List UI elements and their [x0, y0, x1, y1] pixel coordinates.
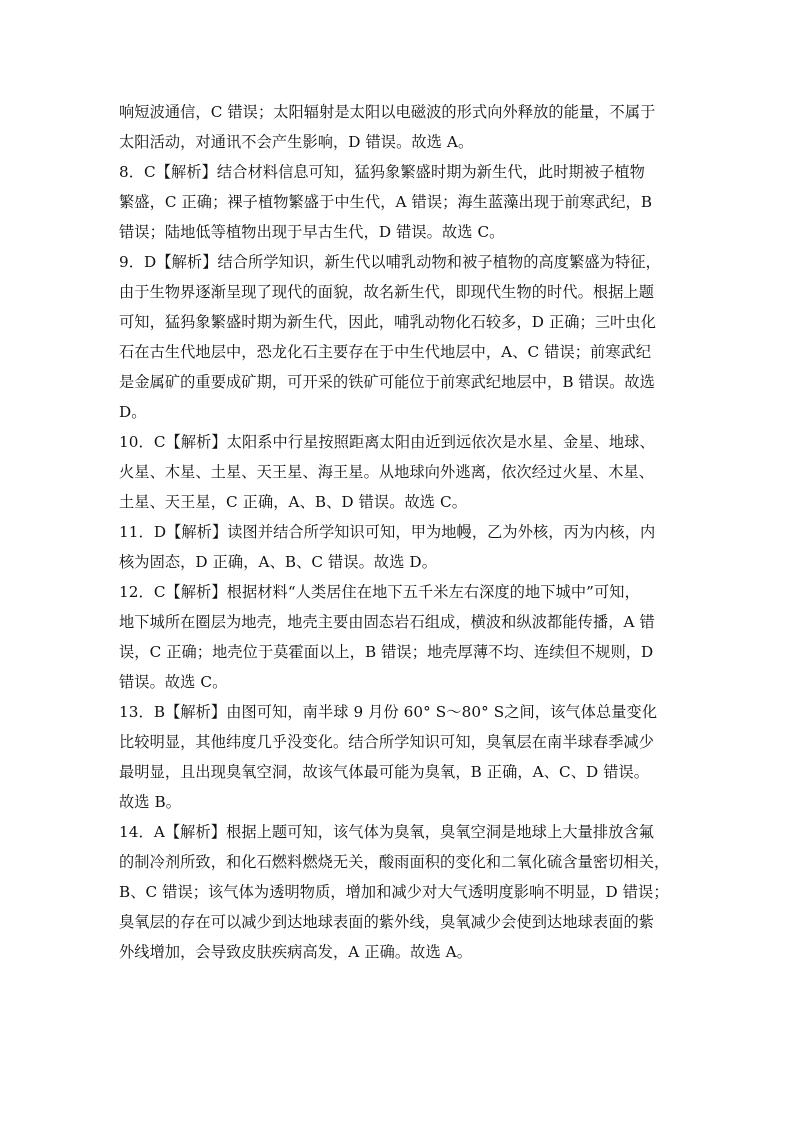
text-line: 臭氧层的存在可以减少到达地球表面的紫外线，臭氧减少会使到达地球表面的紫 — [119, 913, 655, 931]
text-line: 由于生物界逐渐呈现了现代的面貌，故名新生代，即现代生物的时代。根据上题 — [119, 283, 655, 301]
text-line: 可知，猛犸象繁盛时期为新生代，因此，哺乳动物化石较多，D 正确；三叶虫化 — [119, 313, 656, 331]
text-line: 错误。故选 C。 — [119, 673, 228, 691]
text-line: 太阳活动，对通讯不会产生影响，D 错误。故选 A。 — [119, 133, 474, 151]
text-line: B、C 错误；该气体为透明物质，增加和减少对大气透明度影响不明显，D 错误； — [119, 883, 669, 901]
text-line: 比较明显，其他纬度几乎没变化。结合所学知识可知，臭氧层在南半球春季减少 — [119, 733, 655, 751]
text-line: 地下城所在圈层为地壳，地壳主要由固态岩石组成，横波和纵波都能传播，A 错 — [119, 613, 655, 631]
text-line: 响短波通信，C 错误；太阳辐射是太阳以电磁波的形式向外释放的能量，不属于 — [119, 103, 656, 121]
text-line: 错误；陆地低等植物出现于早古生代，D 错误。故选 C。 — [119, 223, 505, 241]
text-line: 火星、木星、土星、天王星、海王星。从地球向外逃离，依次经过火星、木星、 — [119, 463, 655, 481]
text-line: 土星、天王星，C 正确，A、B、D 错误。故选 C。 — [119, 493, 468, 511]
text-line: 最明显，且出现臭氧空洞，故该气体最可能为臭氧，B 正确，A、C、D 错误。 — [119, 763, 650, 781]
text-line: 繁盛，C 正确；裸子植物繁盛于中生代，A 错误；海生蓝藻出现于前寒武纪，B — [119, 193, 653, 211]
text-line: 13．B【解析】由图可知，南半球 9 月份 60° S～80° S之间，该气体总量变化 — [119, 703, 658, 721]
text-line: 8．C【解析】结合材料信息可知，猛犸象繁盛时期为新生代，此时期被子植物 — [119, 163, 645, 181]
text-line: 的制冷剂所致，和化石燃料燃烧无关，酸雨面积的变化和二氧化硫含量密切相关， — [119, 853, 670, 871]
text-line: 故选 B。 — [119, 793, 182, 811]
text-line: 14．A【解析】根据上题可知，该气体为臭氧，臭氧空洞是地球上大量排放含氟 — [119, 823, 655, 841]
text-line: 核为固态，D 正确，A、B、C 错误。故选 D。 — [119, 553, 437, 571]
text-line: 误，C 正确；地壳位于莫霍面以上，B 错误；地壳厚薄不均、连续但不规则，D — [119, 643, 654, 661]
text-line: 11．D【解析】读图并结合所学知识可知，甲为地幔，乙为外核，丙为内核，内 — [119, 523, 656, 541]
text-line: 石在古生代地层中，恐龙化石主要存在于中生代地层中，A、C 错误；前寒武纪 — [119, 343, 652, 361]
text-line: D。 — [119, 403, 147, 421]
text-line: 9．D【解析】结合所学知识，新生代以哺乳动物和被子植物的高度繁盛为特征， — [119, 253, 661, 271]
text-line: 10．C【解析】太阳系中行星按照距离太阳由近到远依次是水星、金星、地球、 — [119, 433, 655, 451]
answer-explanations — [119, 97, 679, 967]
text-line: 外线增加，会导致皮肤疾病高发，A 正确。故选 A。 — [119, 943, 473, 961]
text-line: 是金属矿的重要成矿期，可开采的铁矿可能位于前寒武纪地层中，B 错误。故选 — [119, 373, 655, 391]
text-line: 12．C【解析】根据材料“人类居住在地下五千米左右深度的地下城中”可知， — [119, 583, 640, 601]
